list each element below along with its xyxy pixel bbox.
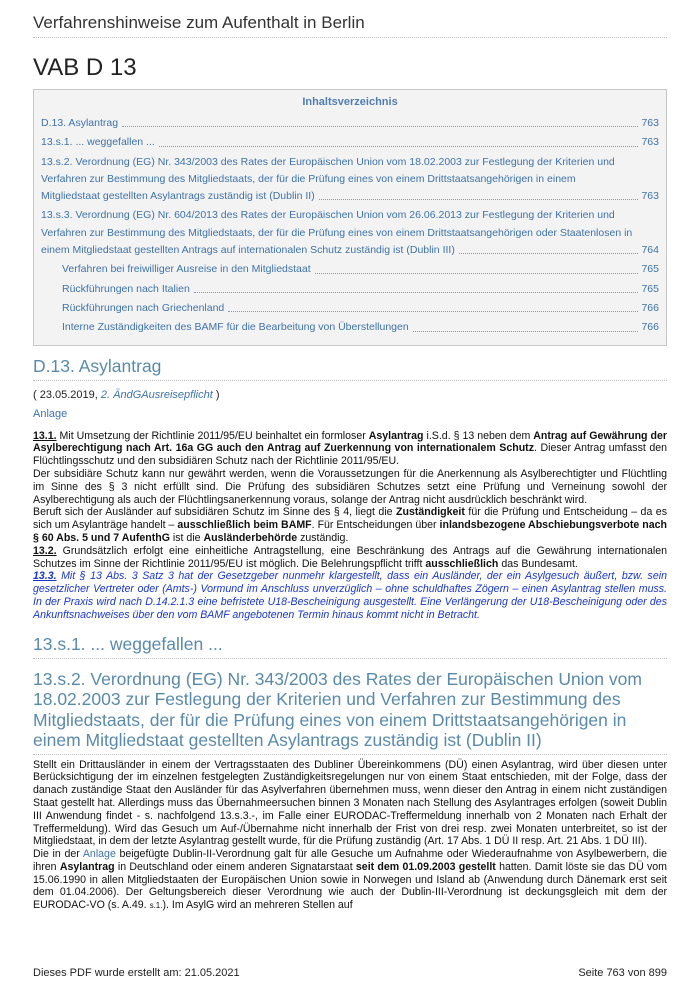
date-open: ( 23.05.2019, [33,388,101,401]
text: zuständig. [297,531,349,544]
bold-text: Asylantrag [59,860,115,873]
paragraph-13-2 [33,545,667,571]
text: Grundsätzlich erfolgt eine einheitliche Antragstellung, eine Beschränkung des Antrags auf die Gewährung internationalen Schutzes im Sinne der Richtlinie 2011/95/EU ist möglich. Die Belehrungspflicht trifft [33,544,667,570]
paragraph-13-1 [33,430,667,468]
toc-leader-dots [228,311,638,312]
toc-entry-title: Verfahren bei freiwilliger Ausreise in den Mitgliedstaat [62,263,311,276]
toc-entry-line: Verfahren zur Bestimmung des Mitgliedstaats, der für die Prüfung eines von einem Drittstaatsangehörigen in einem [41,172,576,185]
text: Mit Umsetzung der Richtlinie 2011/95/EU beinhaltet ein formloser [56,429,369,442]
paragraph-dublin-ii [33,848,667,913]
toc-entry-title: Interne Zuständigkeiten des BAMF für die Bearbeitung von Überstellungen [62,321,409,334]
toc-page-number: 765 [641,263,659,276]
bold-text: Zuständigkeit [396,506,465,519]
toc-leader-dots [159,146,639,147]
toc-page-number: 763 [641,117,659,129]
text: beigefügte Dublin-II-Verordnung galt für alle Gesuche um Aufnahme oder Wiederaufnahme von Asylbewerbern, die ihren [33,848,667,873]
toc-entry[interactable] [41,281,659,298]
date-close: ) [212,388,220,401]
toc-list [41,115,659,337]
paragraph-jurisdiction [33,506,667,544]
section-heading-s2: 13.s.2. Verordnung (EG) Nr. 343/2003 des Rates der Europäischen Union vom 18.02.2003 zur Festlegung der Kriterien und Verfahren zur Bestimmung des Mitgliedstaats, der für die Prüfung eines von einem Drittstaatsangehörigen in einem Mitgliedstaat gestellten Asylantrags zuständig ist (Dublin II) [33,669,667,755]
toc-entry[interactable] [41,154,659,206]
toc-entry[interactable] [41,115,659,132]
toc-entry[interactable] [41,319,659,336]
text: ist die [169,531,204,544]
anlage-inline-link[interactable]: Anlage [82,848,116,861]
table-of-contents [33,89,667,346]
bold-text: inlandsbezogene Abschiebungsverbote nach § 60 Abs. 5 und 7 AufenthG [33,519,668,544]
toc-page-number: 763 [641,190,659,203]
toc-entry-line: 13.s.2. Verordnung (EG) Nr. 343/2003 des Rates der Europäischen Union vom 18.02.2003 zur Festlegung der Kriterien und [41,155,615,168]
toc-entry-title: Rückführungen nach Italien [62,282,190,295]
paragraph-13-3 [33,570,667,621]
section-body-d13 [33,430,667,622]
toc-entry-title: Rückführungen nach Griechenland [62,301,225,314]
bold-text: Antrag auf Gewährung der Asylberechtigung nach Art. 16a GG auch den Antrag auf Zuerkennung von internationalem Schutz [33,429,667,455]
text: Die in der [33,848,83,861]
toc-entry-lastline [41,242,659,259]
bold-text: seit dem 01.09.2003 gestellt [355,860,496,873]
toc-entry-line: Verfahren zur Bestimmung des Mitgliedstaats, der für die Prüfung eines von einem Drittstaatsangehörigen oder Staatenlosen in [41,226,633,239]
toc-page-number: 763 [641,136,659,149]
toc-entry[interactable] [41,261,659,278]
toc-entry[interactable] [41,207,659,259]
text: Mit § 13 Abs. 3 Satz 3 hat der Gesetzgeber nunmehr klargestellt, dass ein Ausländer, der ein Asylgesuch äußert, bzw. sein gesetzlicher Vertreter oder (Amts-) Vormund im Anschluss unverzüglich – ohne schuldhaftes Zögern – einen Asylantrag stellen muss. In der Praxis wird nach D.14.2.1.3 eine befristete U18-Bescheinigung ausgestellt. Eine Verlängerung der U18-Bescheinigung oder des Ankunftsnachweises über den vom BAMF angebotenen Termin hinaus kommt nicht in Betracht. [33,570,667,621]
toc-page-number: 766 [641,301,659,314]
bold-text: ausschließlich beim BAMF [177,519,312,532]
para-number: 13.3. [33,570,57,583]
toc-heading: Inhaltsverzeichnis [302,96,398,108]
footer-page-number: Seite 763 von 899 [578,967,667,979]
text: für die Prüfung und Entscheidung – da es sich um Asylanträge handelt – [33,506,667,532]
toc-entry-line: 13.s.3. Verordnung (EG) Nr. 604/2013 des Rates der Europäischen Union vom 26.06.2013 zur Festlegung der Kriterien und [41,209,615,222]
text: . Dieser Antrag umfasst den Flüchtlingsschutz und den subsidiären Schutz nach der Richtlinie 2011/95/EU. [33,442,667,468]
paragraph-subsidiary: Der subsidiäre Schutz kann nur gewährt werden, wenn die Voraussetzungen für die Anerkennung als Asylberechtigter und Flüchtling im Sinne des § 3 nicht erfüllt sind. Die Prüfung des subsidiären Schutzes setzt eine Prüfung und Verneinung sowohl der Asylberechtigung als auch der Flüchtlingsanerkennung voraus, solange der Antrag nicht ausdrücklich beschränkt wird. [33,467,667,506]
text: ). Im AsylG wird an mehreren Stellen auf [162,899,353,912]
amendment-note [33,388,667,403]
text: Beruft sich der Ausländer auf subsidiären Schutz im Sinne des § 4, liegt die [33,506,397,519]
toc-page-number: 765 [641,282,659,295]
toc-leader-dots [413,331,639,332]
page [33,0,667,913]
toc-leader-dots [319,199,639,200]
toc-entry-title: Mitgliedstaat gestellten Asylantrags zuständig ist (Dublin II) [41,190,315,203]
toc-leader-dots [194,292,639,293]
bold-text: ausschließlich [425,557,499,570]
section-heading-d13: D.13. Asylantrag [33,356,667,381]
amendment-link[interactable]: 2. ÄndGAusreisepflicht [100,388,213,401]
toc-entry-title: 13.s.1. ... weggefallen ... [41,136,155,149]
anlage-link[interactable]: Anlage [33,407,68,420]
bold-text: Asylantrag [368,429,424,442]
toc-page-number: 766 [641,321,659,334]
toc-entry-title: einem Mitgliedstaat gestellten Antrags auf internationalen Schutz zuständig ist (Dublin III) [41,244,455,257]
text: i.S.d. § 13 neben dem [423,429,534,442]
footer-created: Dieses PDF wurde erstellt am: 21.05.2021 [33,967,240,979]
toc-entry[interactable] [41,134,659,151]
toc-entry-lastline [41,188,659,205]
toc-page-number: 764 [641,244,659,257]
document-title: VAB D 13 [33,54,137,81]
text: in Deutschland oder einem anderen Signatarstaat [114,860,356,873]
toc-leader-dots [315,273,639,274]
page-footer [33,967,667,979]
para-number: 13.2. [33,544,57,557]
running-header: Verfahrenshinweise zum Aufenthalt in Berlin [33,0,667,38]
text: das Bundesamt. [498,557,578,570]
toc-leader-dots [122,126,638,127]
section-heading-s1: 13.s.1. ... weggefallen ... [33,634,667,659]
para-number: 13.1. [33,429,57,442]
toc-leader-dots [459,253,639,254]
paragraph-dublin-intro: Stellt ein Drittausländer in einem der Vertragsstaaten des Dubliner Übereinkommens (DÜ) einen Asylantrag, wird über diesen unter Berücksichtigung der im einzelnen festgelegten Zuständigkeitsregelungen nur von einem Staat entschieden, mit der Folge, dass der danach zuständige Staat den Ausländer für das Asylverfahren übernehmen muss, wenn dieser den Antrag in einem nicht zuständigen Staat gestellt hat. Allerdings muss das Übernahmeersuchen binnen 3 Monaten nach Stellung des Asylantrages erfolgen (soweit Dublin III Anwendung findet - s. nachfolgend 13.s.3.-, im Falle einer EURODAC-Treffermeldung innerhalb von 2 Monaten nach Erhalt der Treffermeldung). Wird das Gesuch um Auf-/Übernahme nicht innerhalb der Frist von drei resp. zwei Monaten unterbreitet, so ist der Mitgliedstaat, in dem der letzte Asylantrag gestellt wurde, für die Prüfung zuständig (Art. 17 Abs. 1 DÜ II resp. Art. 21 Abs. 1 DÜ III). [33,758,667,848]
text: . Für Entscheidungen über [311,519,440,532]
text: hatten. Damit löste sie das DÜ vom 15.06.1990 in allen Mitgliedstaaten der Europäischen Union sowie in Norwegen und Island ab (Anwendung durch Dänemark erst seit dem 01.04.2006). Der Geltungsbereich dieser Verordnung wie auch der Dublin-III-Verordnung ist deckungsgleich mit dem der EURODAC-VO (s. A.49. [33,860,668,912]
toc-entry-title: D.13. Asylantrag [41,117,119,129]
toc-entry[interactable] [41,300,659,317]
section-body-s2 [33,759,667,914]
bold-text: Ausländerbehörde [203,531,298,544]
small-text: s.1. [149,901,163,911]
